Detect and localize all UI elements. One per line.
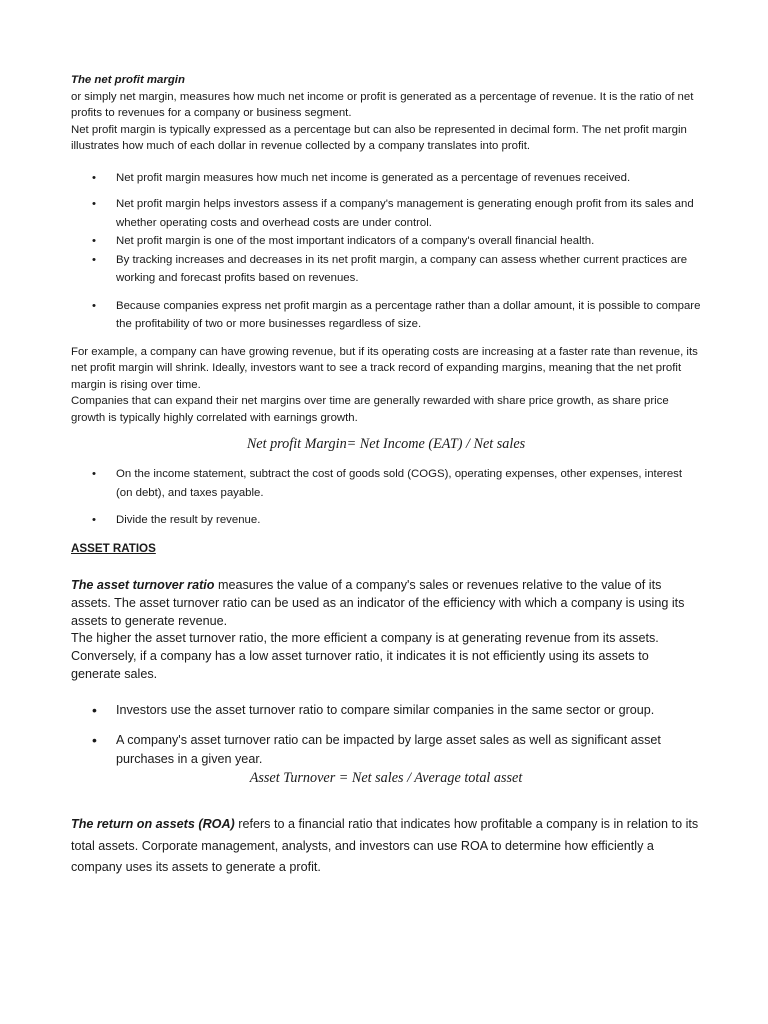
- bullet-icon: •: [92, 731, 97, 748]
- net-profit-title: The net profit margin: [71, 74, 185, 86]
- net-profit-bullets: [71, 169, 701, 334]
- list-item: • Because companies express net profit margin as a percentage rather than a dollar amount, it is possible to compare the profitability of two or more businesses regardless of size.: [71, 297, 701, 334]
- roa-definition-end: company uses its assets to generate a profit.: [71, 859, 321, 874]
- bullet-icon: •: [92, 701, 97, 718]
- list-item: • Divide the result by revenue.: [71, 511, 701, 530]
- net-profit-section: [71, 72, 701, 557]
- asset-turnover-para-2: The higher the asset turnover ratio, the more efficient a company is at generating revenue from its assets. Conversely, if a company has a low asset turnover ratio, it indicates it is not efficiently using its assets to generate sales.: [71, 631, 659, 681]
- bullet-icon: •: [92, 514, 96, 526]
- list-item: • Net profit margin measures how much net income is generated as a percentage of revenues received.: [71, 169, 701, 188]
- list-item: • Net profit margin is one of the most important indicators of a company's overall financial health.: [71, 232, 701, 251]
- asset-ratios-heading: ASSET RATIOS: [71, 541, 156, 555]
- bullet-icon: •: [92, 198, 96, 210]
- roa-definition: The return on assets (ROA) refers to a financial ratio that indicates how profitable a company is in relation to its total assets. Corporate management, analysts, and investors can use ROA to determine how efficiently a: [71, 816, 699, 853]
- calculation-steps: [71, 465, 701, 530]
- bullet-icon: •: [92, 299, 96, 312]
- bullet-icon: •: [92, 253, 96, 266]
- asset-turnover-bullets: [71, 701, 701, 769]
- net-profit-formula: Net profit Margin= Net Income (EAT) / Net sales: [246, 436, 526, 452]
- net-profit-para-2: Net profit margin is typically expressed as a percentage but can also be represented in decimal form. The net profit margin illustrates how much of each dollar in revenue collected by a company translates into profit.: [71, 123, 687, 152]
- net-profit-para-1: or simply net margin, measures how much net income or profit is generated as a percentage of revenue. It is the ratio of net profits to revenues for a company or business segment.: [71, 90, 694, 119]
- bullet-icon: •: [92, 468, 96, 480]
- list-item: • Investors use the asset turnover ratio to compare similar companies in the same sector or group.: [92, 701, 655, 718]
- net-profit-para-4: Companies that can expand their net margins over time are generally rewarded with share price growth, as share price growth is typically highly correlated with earnings growth.: [71, 395, 669, 424]
- list-item: • On the income statement, subtract the cost of goods sold (COGS), operating expenses, other expenses, interest (on debt), and taxes payable.: [71, 465, 701, 502]
- asset-turnover-formula: Asset Turnover = Net sales / Average total asset: [249, 769, 523, 786]
- bullet-icon: •: [92, 171, 96, 184]
- asset-ratios-section: [71, 577, 701, 877]
- bullet-icon: •: [92, 235, 96, 247]
- asset-turnover-term: The asset turnover ratio: [71, 578, 215, 592]
- asset-turnover-definition: The asset turnover ratio measures the value of a company's sales or revenues relative to the value of its assets. The asset turnover ratio can be used as an indicator of the efficiency with which a company is using its assets to generate revenue.: [71, 578, 685, 628]
- list-item: • A company's asset turnover ratio can be impacted by large asset sales as well as significant asset purchases in a given year.: [92, 731, 661, 766]
- net-profit-para-3: For example, a company can have growing revenue, but if its operating costs are increasing at a faster rate than revenue, its net profit margin will shrink. Ideally, investors want to see a track record of expanding margins, meaning that the net profit margin is rising over time.: [71, 345, 698, 391]
- list-item: • Net profit margin helps investors assess if a company's management is generating enough profit from its sales and whether operating costs and overhead costs are under control.: [71, 195, 701, 232]
- list-item: • By tracking increases and decreases in its net profit margin, a company can assess whether current practices are working and forecast profits based on revenues.: [71, 251, 701, 288]
- roa-term: The return on assets (ROA): [71, 816, 235, 831]
